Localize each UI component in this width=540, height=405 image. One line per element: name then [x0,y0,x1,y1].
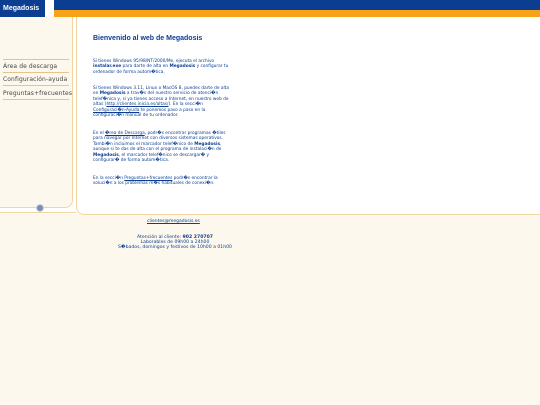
header-orange-bar [54,10,540,17]
nav-item-area-descarga[interactable]: Área de descarga [3,63,58,70]
text: y configurar tu ordenador de forma autom�tica. [93,64,229,75]
text: En el [93,131,106,136]
text-bold: Megadosis [194,141,221,147]
text: , aunque si te das de alta con el programa de instalaci�n de [93,141,222,153]
altas-link[interactable]: http://clientes.inicia.es/altas/ [106,102,169,108]
text: a trav�s del nuestro servicio de atenci�n telef�nica y, si ya tienes acceso a Internet, en nuestro web de altas ( [93,91,229,108]
weekday-hours: Laborables de 09h00 a 24h00 [140,240,210,245]
nav-divider [3,85,69,86]
nav-divider [3,72,69,73]
area-descarga-link[interactable]: �rea de Descarga [105,131,145,136]
text: te ponemos paso a paso en la configuraci�n manual de tu ordenador. [93,107,206,119]
paragraph-faq [93,176,233,187]
text: , podr�s encontrar programas �tiles para navegar por Internet con diversos sistemas operativos. Tambi�n incluimos el marcador telef�nico de [93,131,226,147]
text: para darte de alta en [121,64,170,70]
text-bold: Megadosis [93,152,119,158]
configuracion-ayuda-link[interactable]: Configuraci�n-Ayuda [93,107,140,113]
nav-item-preguntas-frecuentes[interactable]: Preguntas+frecuentes [3,90,73,97]
nav-item-configuracion-ayuda[interactable]: Configuración-ayuda [3,76,68,83]
footer-background [0,214,540,405]
divider-line [0,212,76,213]
nav-divider [3,59,69,60]
preguntas-frecuentes-link[interactable]: Preguntas+frecuentes [124,176,173,181]
weekend-hours: S�bados, domingos y festivos de 10h00 a 01h00 [118,245,232,250]
text-bold: Megadosis [99,91,126,97]
megadosis-logo[interactable]: Megadosis [0,0,45,17]
text-bold: instalar.exe [93,64,122,70]
globe-icon [36,204,44,212]
email-link[interactable]: clientes@megadosis.es [147,219,200,224]
text-bold: Megadosis [169,64,196,70]
text: , el marcador telef�nico se descargar� y configurar� de forma autom�tica. [93,152,210,164]
text: En la secci�n [93,176,125,181]
paragraph-descarga [93,131,233,163]
text: Atención al cliente: [137,235,183,240]
paragraph-other-os [93,86,233,118]
text: ). En la secci�n [168,102,203,108]
text: Si tienes Windows 3.11, Linux o MacOS 8, puedes darte de alta en [93,86,229,97]
nav-divider [3,99,69,100]
phone-number: 902 270707 [182,235,213,240]
header-blue-bar [54,0,540,10]
page-title: Bienvenido al web de Megadosis [93,35,203,42]
paragraph-windows [93,59,233,75]
text: podr�s encontrar la soluci�n a los problemas m�s habituales de conexi�n. [93,176,218,187]
text: Si tienes Windows 95/98/NT/2000/Me, ejecuta el archivo [93,59,215,64]
sidebar [0,17,73,208]
